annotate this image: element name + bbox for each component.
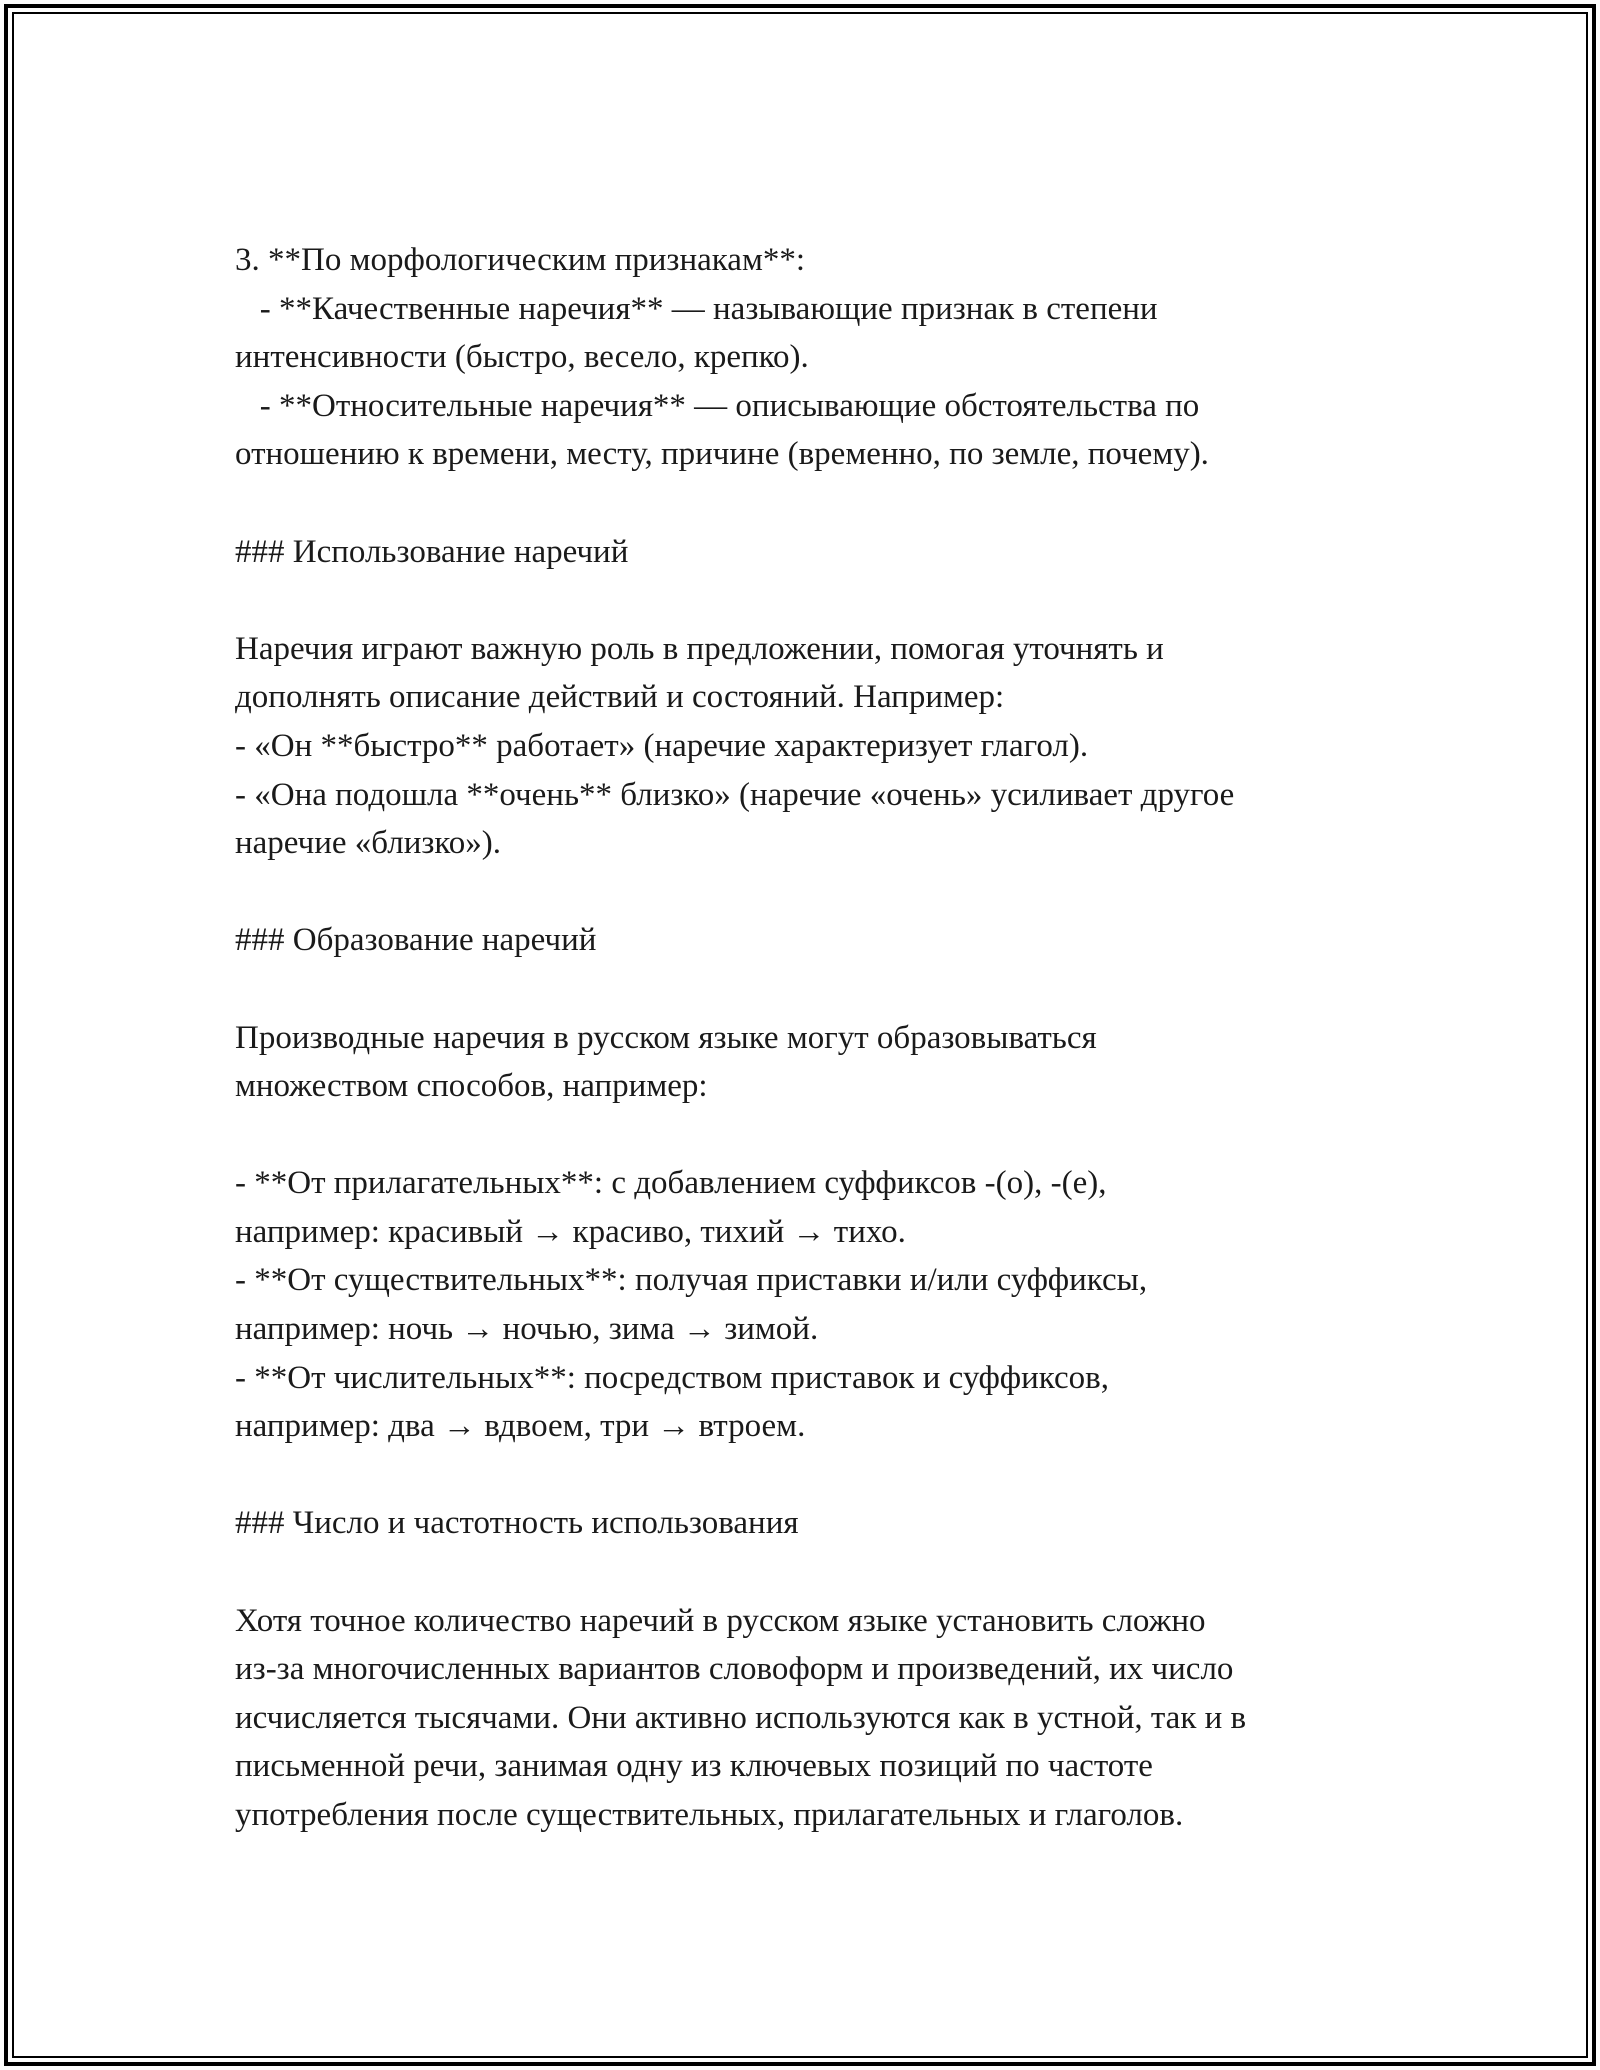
heading-usage: ### Использование наречий: [235, 533, 629, 570]
text-line: - «Она подошла **очень** близко» (наречие «очень» усиливает другое: [235, 776, 1235, 813]
document-body: [235, 236, 1395, 1840]
text-line: - **Качественные наречия** — называющие признак в степени: [235, 290, 1158, 327]
text-line: например: ночь → ночью, зима → зимой.: [235, 1311, 819, 1348]
text-line: письменной речи, занимая одну из ключевых позиций по частоте: [235, 1748, 1153, 1785]
heading-formation: ### Образование наречий: [235, 922, 597, 959]
list-item-morphological: 3. **По морфологическим признакам**:: [235, 242, 806, 278]
text-line: Хотя точное количество наречий в русском языке установить сложно: [235, 1602, 1206, 1639]
text-line: множеством способов, например:: [235, 1068, 708, 1105]
blank-line: [235, 576, 1395, 625]
text-line: из-за многочисленных вариантов словоформ и произведений, их число: [235, 1651, 1234, 1688]
text-line: Наречия играют важную роль в предложении, помогая уточнять и: [235, 630, 1164, 667]
text-line: употребления после существительных, прилагательных и глаголов.: [235, 1797, 1184, 1833]
text-line: дополнять описание действий и состояний. Например:: [235, 679, 1005, 716]
blank-line: [235, 868, 1395, 917]
text-line: - **От прилагательных**: с добавлением суффиксов -(о), -(е),: [235, 1165, 1107, 1202]
blank-line: [235, 1548, 1395, 1597]
heading-frequency: ### Число и частотность использования: [235, 1505, 799, 1542]
blank-line: [235, 1451, 1395, 1500]
text-line: например: красивый → красиво, тихий → тихо.: [235, 1213, 906, 1250]
text-line: - «Он **быстро** работает» (наречие характеризует глагол).: [235, 727, 1089, 764]
text-line: - **От числительных**: посредством приставок и суффиксов,: [235, 1359, 1109, 1396]
blank-line: [235, 1111, 1395, 1160]
text-line: наречие «близко»).: [235, 825, 502, 862]
text-line: например: два → вдвоем, три → втроем.: [235, 1408, 806, 1445]
text-line: исчисляется тысячами. Они активно используются как в устной, так и в: [235, 1699, 1247, 1736]
blank-line: [235, 479, 1395, 528]
text-line: - **Относительные наречия** — описывающие обстоятельства по: [235, 387, 1200, 424]
text-line: интенсивности (быстро, весело, крепко).: [235, 339, 809, 376]
text-line: Производные наречия в русском языке могут образовываться: [235, 1019, 1097, 1056]
text-line: отношению к времени, месту, причине (временно, по земле, почему).: [235, 436, 1209, 473]
text-line: - **От существительных**: получая приставки и/или суффиксы,: [235, 1262, 1148, 1299]
blank-line: [235, 965, 1395, 1014]
